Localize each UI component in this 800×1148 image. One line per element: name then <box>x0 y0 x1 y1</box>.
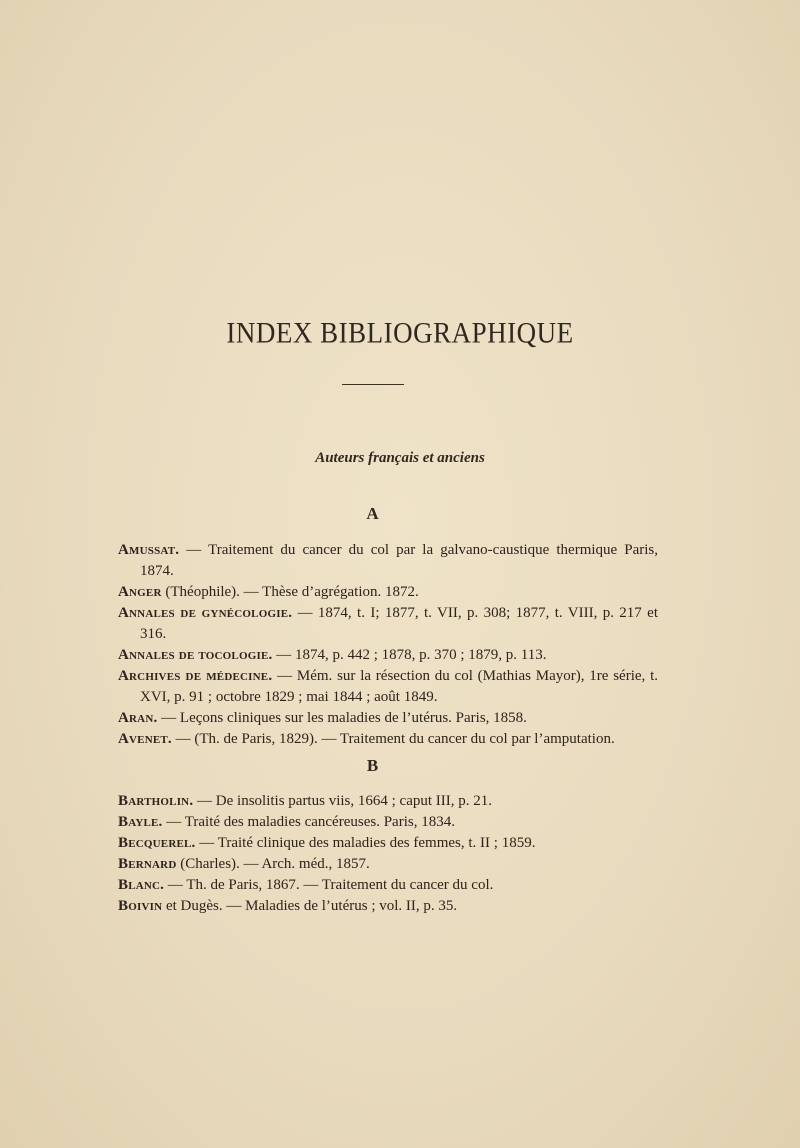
section-letter-a: A <box>366 504 379 523</box>
bibliography-entry <box>118 812 658 833</box>
author-name: Bartholin. <box>118 793 194 809</box>
entry-text: — Leçons cliniques sur les maladies de l’utérus. Paris, 1858. <box>161 710 527 726</box>
title-divider <box>342 384 404 385</box>
author-name: Becquerel. <box>118 835 196 851</box>
entry-text: — 1874, t. I; 1877, t. VII, p. 308; 1877, t. VIII, p. 217 et 316. <box>140 605 659 642</box>
bibliography-entry <box>118 854 658 875</box>
bibliography-entry <box>118 603 658 645</box>
bibliography-entry <box>118 791 658 812</box>
bibliography-entry <box>118 645 658 666</box>
author-name: Aran. <box>118 710 158 726</box>
author-name: Anger <box>118 584 162 600</box>
author-name: Blanc. <box>118 877 165 893</box>
bibliography-entry <box>118 833 658 854</box>
bibliography-entry <box>118 666 658 708</box>
bibliography-entry <box>118 896 658 917</box>
author-name: Annales de tocologie. <box>118 647 273 663</box>
entry-text: — Traité des maladies cancéreuses. Paris, 1834. <box>166 814 455 830</box>
entries-a <box>118 540 658 750</box>
author-name: Amussat. <box>118 542 180 558</box>
entry-text: — (Th. de Paris, 1829). — Traitement du cancer du col par l’amputation. <box>175 731 615 747</box>
entry-text: — Th. de Paris, 1867. — Traitement du cancer du col. <box>167 877 494 893</box>
entries-b <box>118 791 658 917</box>
author-name: Avenet. <box>118 731 172 747</box>
entry-text: (Charles). — Arch. méd., 1857. <box>180 856 370 872</box>
bibliography-entry <box>118 582 658 603</box>
page-title: INDEX BIBLIOGRAPHIQUE <box>226 316 574 350</box>
entry-text: — 1874, p. 442 ; 1878, p. 370 ; 1879, p. 113. <box>276 647 547 663</box>
bibliography-entry <box>118 540 658 582</box>
author-name: Bayle. <box>118 814 163 830</box>
author-name: Bernard <box>118 856 177 872</box>
bibliography-entry <box>118 729 658 750</box>
author-name: Annales de gynécologie. <box>118 605 293 621</box>
section-letter-b: B <box>366 756 379 775</box>
entry-text: — Mém. sur la résection du col (Mathias Mayor), 1re série, t. XVI, p. 91 ; octobre 1829 ; mai 1844 ; août 1849. <box>140 668 658 705</box>
entry-text: — Traité clinique des maladies des femmes, t. II ; 1859. <box>199 835 536 851</box>
entry-text: (Théophile). — Thèse d’agrégation. 1872. <box>165 584 419 600</box>
entry-text: — De insolitis partus viis, 1664 ; caput III, p. 21. <box>197 793 492 809</box>
entry-text: — Traitement du cancer du col par la galvano-caustique thermique Paris, 1874. <box>140 542 658 579</box>
author-name: Archives de médecine. <box>118 668 273 684</box>
bibliography-entry <box>118 875 658 896</box>
entry-text: et Dugès. — Maladies de l’utérus ; vol. II, p. 35. <box>165 898 458 914</box>
author-name: Boivin <box>118 898 163 914</box>
bibliography-entry <box>118 708 658 729</box>
section-subtitle: Auteurs français et anciens <box>315 450 485 466</box>
